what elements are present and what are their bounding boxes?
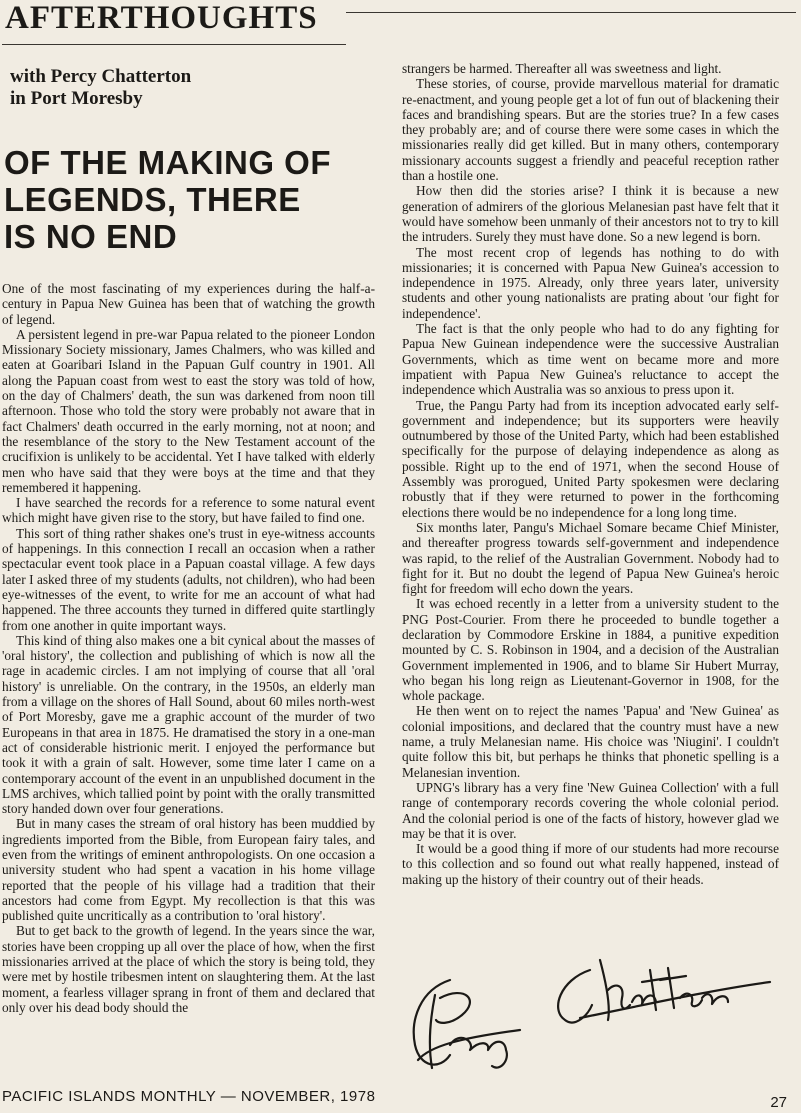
paragraph: This sort of thing rather shakes one's trust in eye-witness accounts of happenings. In this connection I recall an occasion when a rather spectacular event took place in a Papuan coastal village. A few days later I asked three of my students (adults, not children), who had been eye-witnesses of the event, to write for me an account of what had happened. The three accounts they turned in differed quite startlingly from one another in quite important ways. <box>2 525 375 633</box>
paragraph: Six months later, Pangu's Michael Somare became Chief Minister, and thereafter progress towards self-government and independence was rapid, to the relief of the Australian Government. Nobody had to fight for it. But no doubt the legend of Papua New Guinea's heroic fight for freedom will echo down the years. <box>402 519 779 597</box>
magazine-footer: PACIFIC ISLANDS MONTHLY — NOVEMBER, 1978 <box>2 1088 376 1105</box>
paragraph: But in many cases the stream of oral history has been muddied by ingredients imported from the Bible, from European fairy tales, and even from the writings of eminent anthropologists. On one occasion a university student who had spent a vacation in his home village reported that the people of his village had a tradition that their ancestors had come from Egypt. My recollection is that this was published quite uncritically as a contribution to 'oral history'. <box>2 816 375 924</box>
masthead-rule <box>346 12 796 13</box>
page-number: 27 <box>770 1094 787 1111</box>
paragraph: These stories, of course, provide marvellous material for dramatic re-enactment, and young people get a lot of fun out of blackening their faces and brandishing spears. But are the stories true? In a few cases they probably are; and of course there were some cases in which the missionaries really did get killed. But in many others, contemporary missionary accounts suggest a friendly and peaceful reception rather than a hostile one. <box>402 76 779 184</box>
paragraph: UPNG's library has a very fine 'New Guinea Collection' with a full range of contemporary records covering the whole colonial period. And the colonial period is one of the facts of history, however glad we may be that it is over. <box>402 779 779 841</box>
paragraph: True, the Pangu Party had from its inception advocated early self-government and independence; but its supporters were heavily outnumbered by those of the United Party, which had been established specifically for the purpose of delaying independence as along as possible. Right up to the end of 1971, when the second House of Assembly was prorogued, United Party spokesmen were declaring robustly that if they were returned to power in the forthcoming elections there would be no independence for a long long time. <box>402 397 779 520</box>
paragraph: It was echoed recently in a letter from a university student to the PNG Post-Courier. From there he proceeded to bundle together a declaration by Commodore Erskine in 1884, a punitive expedition mounted by C. S. Robinson in 1904, and a decision of the Australian Government implemented in 1906, and to blame Sir Hubert Murray, who began his long reign as Lieutenant-Governor in 1908, for the whole package. <box>402 596 779 704</box>
paragraph: He then went on to reject the names 'Papua' and 'New Guinea' as colonial impositions, and declared that the country must have a new name, a truly Melanesian name. His choice was 'Niugini'. I couldn't quite follow this bit, but perhaps he thinks that phonetic spelling is a Melanesian invention. <box>402 703 779 780</box>
paragraph: The fact is that the only people who had to do any fighting for Papua New Guinean independence were the successive Australian Governments, which as time went on became more and more impatient with Papua New Guinea's reluctance to accept the independence which Australia was so anxious to press upon it. <box>402 321 779 398</box>
byline-author: with Percy Chatterton <box>10 66 192 87</box>
paragraph: A persistent legend in pre-war Papua related to the pioneer London Missionary Society missionary, James Chalmers, who was killed and eaten at Goaribari Island in the Papuan Gulf country in 1901. All along the Papuan coast from west to east the story was told of how, on the day of Chalmers' death, the sun was darkened from noon till afternoon. Those who told the story were probably not aware that in fact Chalmers' death occurred in the early morning, not at noon; and the resemblance of the story to the New Testament account of the crucifixion is unlikely to be accidental. Yet I have talked with elderly men who have said that they were boys at the time and that they remembered it happening. <box>2 326 375 495</box>
article-headline <box>4 144 384 255</box>
article-column-right <box>402 61 779 887</box>
paragraph: It would be a good thing if more of our students had more recourse to this collection and so found out what really happened, instead of making up the history of their country out of their heads. <box>402 841 779 887</box>
masthead: AFTERTHOUGHTS <box>5 0 318 36</box>
headline-line: OF THE MAKING OF <box>4 144 331 181</box>
paragraph: How then did the stories arise? I think it is because a new generation of admirers of the glorious Melanesian past have felt that it would have somehow been unmanly of their ancestors not to try to kill the intruders. Surely they must have done. So a new legend is born. <box>402 183 779 245</box>
byline-location: in Port Moresby <box>10 88 143 109</box>
author-signature <box>410 950 780 1075</box>
masthead-underline <box>2 44 346 45</box>
paragraph: strangers be harmed. Thereafter all was sweetness and light. <box>402 61 722 76</box>
paragraph: But to get back to the growth of legend. In the years since the war, stories have been cropping up all over the place of how, when the first missionaries arrived at the place of which the story is being told, they were met by hostile tribesmen intent on slaughtering them. At the last moment, a fearless villager sprang in front of them and declared that only over his dead body should the <box>2 923 375 1015</box>
paragraph: The most recent crop of legends has nothing to do with missionaries; it is concerned with Papua New Guinea's accession to independence in 1975. Already, only three years later, university students and other young nationalists are prating about 'our fight for independence'. <box>402 244 779 321</box>
article-column-left <box>2 281 375 1015</box>
headline-line: LEGENDS, THERE <box>4 181 301 218</box>
headline-line: IS NO END <box>4 218 178 255</box>
paragraph: This kind of thing also makes one a bit cynical about the masses of 'oral history', the collection and publishing of which is now all the rage in academic circles. I am not implying of course that all 'oral history' is unreliable. On the contrary, in the 1950s, an elderly man from a village on the shores of Hall Sound, about 60 miles north-west of Port Moresby, gave me a graphic account of the murder of two Europeans in that area in 1875. He dramatised the story in a one-man act of considerable histrionic merit. I enjoyed the performance but took it with a grain of salt. However, some time later I came on a contemporary account of the event in an unpublished document in the LMS archives, which tallied point by point with the orally transmitted story handed down over four generations. <box>2 632 375 817</box>
byline <box>10 66 191 110</box>
paragraph: One of the most fascinating of my experiences during the half-a-century in Papua New Guinea has been that of watching the growth of legend. <box>2 281 375 327</box>
paragraph: I have searched the records for a reference to some natural event which might have given rise to the story, but have failed to find one. <box>2 495 375 526</box>
